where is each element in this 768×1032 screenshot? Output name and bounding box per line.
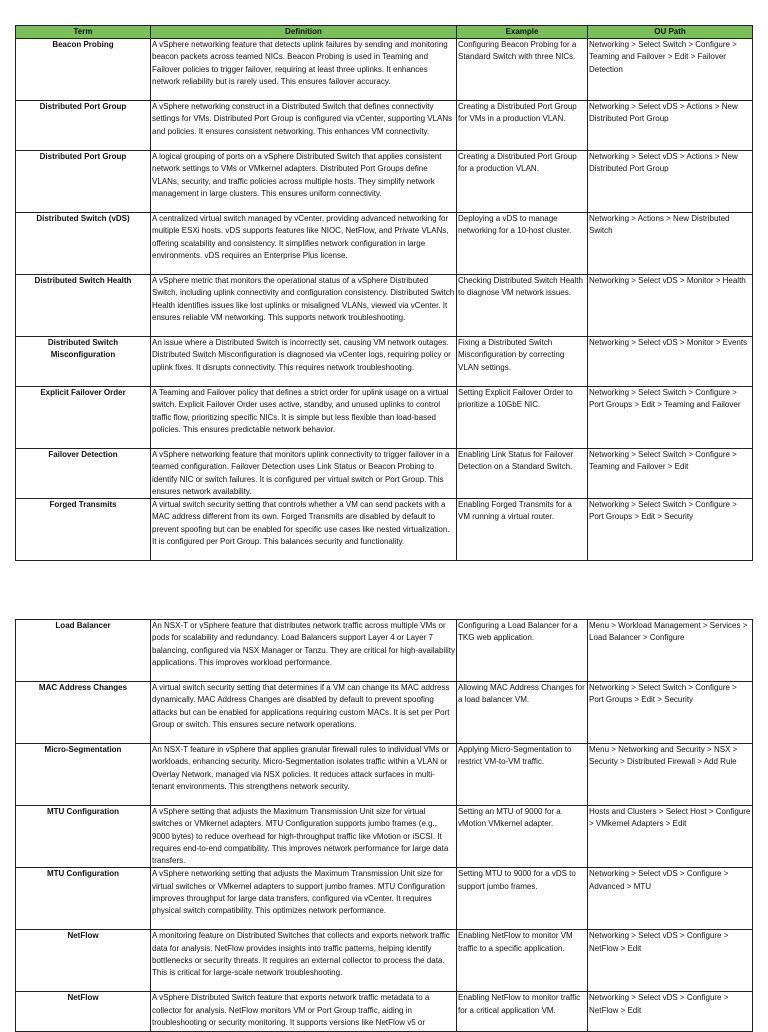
- definition-cell: A Teaming and Failover policy that defines a strict order for uplink usage on a virtual switch. Explicit Failover Order uses active, standby, and unused uplinks to control traffic flow, prioritizing specific NICs. It is simple but less flexible than load-based policies. This ensures predictable network behavior.: [151, 387, 457, 449]
- table-row: [16, 101, 753, 151]
- definition-cell: A vSphere metric that monitors the operational status of a vSphere Distributed Switch, including uplink connectivity and configuration consistency. Distributed Switch Health identifies issues like lost uplinks or misaligned VLANs, viewed via vCenter. It ensures reliable VM networking. This supports network troubleshooting.: [151, 275, 457, 337]
- example-cell: Setting MTU to 9000 for a vDS to support jumbo frames.: [457, 868, 588, 930]
- path-cell: Networking > Select vDS > Configure > NetFlow > Edit: [588, 930, 753, 992]
- example-cell: Setting Explicit Failover Order to prioritize a 10GbE NIC.: [457, 387, 588, 449]
- example-cell: Enabling Forged Transmits for a VM running a virtual router.: [457, 499, 588, 561]
- table-row: [16, 868, 753, 930]
- table-row: [16, 930, 753, 992]
- path-cell: Networking > Select Switch > Configure > Port Groups > Edit > Teaming and Failover: [588, 387, 753, 449]
- definition-cell: A vSphere networking construct in a Distributed Switch that defines connectivity settings for VMs. Distributed Port Group is configured via vCenter, supporting VLANs and policies. It ensures consistent networking. This enhances VM connectivity.: [151, 101, 457, 151]
- path-cell: Networking > Select vDS > Actions > New Distributed Port Group: [588, 151, 753, 213]
- table-row: [16, 620, 753, 682]
- term-cell: Distributed Port Group: [16, 101, 151, 151]
- example-cell: Deploying a vDS to manage networking for a 10-host cluster.: [457, 213, 588, 275]
- example-cell: Creating a Distributed Port Group for VMs in a production VLAN.: [457, 101, 588, 151]
- header-ou-path: OU Path: [588, 26, 753, 39]
- definition-cell: A vSphere Distributed Switch feature that exports network traffic metadata to a collector for analysis. NetFlow monitors VM or Port Group traffic, aiding in troubleshooting or security monitoring. It supports versions like NetFlow v5 or: [151, 992, 457, 1032]
- example-cell: Applying Micro-Segmentation to restrict VM-to-VM traffic.: [457, 744, 588, 806]
- term-cell: NetFlow: [16, 930, 151, 992]
- table-row: [16, 337, 753, 387]
- header-definition: Definition: [151, 26, 457, 39]
- path-cell: Menu > Networking and Security > NSX > Security > Distributed Firewall > Add Rule: [588, 744, 753, 806]
- definition-cell: An NSX-T or vSphere feature that distributes network traffic across multiple VMs or pods for scalability and redundancy. Load Balancers support Layer 4 or Layer 7 balancing, configured via NSX Manager or Tanzu. They are critical for high-availability applications. This improves workload performance.: [151, 620, 457, 682]
- term-cell: Distributed Switch Misconfiguration: [16, 337, 151, 387]
- term-cell: MTU Configuration: [16, 868, 151, 930]
- path-cell: Networking > Select vDS > Actions > New Distributed Port Group: [588, 101, 753, 151]
- term-cell: Explicit Failover Order: [16, 387, 151, 449]
- example-cell: Enabling NetFlow to monitor VM traffic to a specific application.: [457, 930, 588, 992]
- header-term: Term: [16, 26, 151, 39]
- path-cell: Menu > Workload Management > Services > Load Balancer > Configure: [588, 620, 753, 682]
- example-cell: Setting an MTU of 9000 for a vMotion VMkernel adapter.: [457, 806, 588, 868]
- table-row: [16, 449, 753, 499]
- table-row: [16, 806, 753, 868]
- definition-cell: A centralized virtual switch managed by vCenter, providing advanced networking for multiple ESXi hosts. vDS supports features like NIOC, NetFlow, and Private VLANs, offering scalability and consistency. It simplifies network configuration in large environments. vDS requires an Enterprise Plus license.: [151, 213, 457, 275]
- path-cell: Networking > Select Switch > Configure > Teaming and Failover > Edit: [588, 449, 753, 499]
- table-row: [16, 499, 753, 561]
- path-cell: Networking > Select Switch > Configure > Port Groups > Edit > Security: [588, 499, 753, 561]
- table-row: [16, 213, 753, 275]
- glossary-table-2: [15, 619, 753, 1032]
- definition-cell: A vSphere networking setting that adjusts the Maximum Transmission Unit size for virtual switches or VMkernel adapters to support jumbo frames. MTU Configuration improves throughput for large data transfers, configured via vCenter. It requires physical switch compatibility. This optimizes network performance.: [151, 868, 457, 930]
- term-cell: Failover Detection: [16, 449, 151, 499]
- definition-cell: A virtual switch security setting that determines if a VM can change its MAC address dynamically. MAC Address Changes are disabled by default to prevent spoofing attacks but can be enabled for applications requiring custom MACs. It is set per Port Group or switch. This ensures secure network operations.: [151, 682, 457, 744]
- path-cell: Networking > Select vDS > Configure > Advanced > MTU: [588, 868, 753, 930]
- path-cell: Networking > Actions > New Distributed Switch: [588, 213, 753, 275]
- table-row: [16, 744, 753, 806]
- definition-cell: A monitoring feature on Distributed Switches that collects and exports network traffic data for analysis. NetFlow provides insights into traffic patterns, helping identify bottlenecks or security threats. It requires an external collector to process the data. This is critical for large-scale network troubleshooting.: [151, 930, 457, 992]
- example-cell: Fixing a Distributed Switch Misconfiguration by correcting VLAN settings.: [457, 337, 588, 387]
- table-row: [16, 275, 753, 337]
- table-row: [16, 39, 753, 101]
- header-example: Example: [457, 26, 588, 39]
- term-cell: Distributed Port Group: [16, 151, 151, 213]
- table-row: [16, 387, 753, 449]
- definition-cell: A vSphere setting that adjusts the Maximum Transmission Unit size for virtual switches or VMkernel adapters. MTU Configuration supports jumbo frames (e.g., 9000 bytes) to reduce overhead for high-throughput traffic like vMotion or iSCSI. It requires end-to-end compatibility. This improves network performance for large data transfers.: [151, 806, 457, 868]
- glossary-table-1: [15, 25, 753, 561]
- header-row: [16, 26, 753, 39]
- term-cell: MAC Address Changes: [16, 682, 151, 744]
- example-cell: Creating a Distributed Port Group for a production VLAN.: [457, 151, 588, 213]
- term-cell: MTU Configuration: [16, 806, 151, 868]
- definition-cell: A vSphere networking feature that monitors uplink connectivity to trigger failover in a teamed configuration. Failover Detection uses Link Status or Beacon Probing to identify NIC or switch failures. It is configured per virtual switch or Port Group. This ensures network availability.: [151, 449, 457, 499]
- term-cell: Forged Transmits: [16, 499, 151, 561]
- example-cell: Checking Distributed Switch Health to diagnose VM network issues.: [457, 275, 588, 337]
- example-cell: Configuring a Load Balancer for a TKG web application.: [457, 620, 588, 682]
- table-row: [16, 151, 753, 213]
- definition-cell: An issue where a Distributed Switch is incorrectly set, causing VM network outages. Distributed Switch Misconfiguration is diagnosed via vCenter logs, requiring policy or uplink fixes. It disrupts connectivity. This requires network troubleshooting.: [151, 337, 457, 387]
- definition-cell: A virtual switch security setting that controls whether a VM can send packets with a MAC address different from its own. Forged Transmits are disabled by default to prevent spoofing but can be enabled for specific use cases like nested virtualization. It is configured per Port Group. This balances security and functionality.: [151, 499, 457, 561]
- example-cell: Allowing MAC Address Changes for a load balancer VM.: [457, 682, 588, 744]
- example-cell: Enabling Link Status for Failover Detection on a Standard Switch.: [457, 449, 588, 499]
- example-cell: Configuring Beacon Probing for a Standard Switch with three NICs.: [457, 39, 588, 101]
- term-cell: Micro-Segmentation: [16, 744, 151, 806]
- path-cell: Networking > Select Switch > Configure > Teaming and Failover > Edit > Failover Detection: [588, 39, 753, 101]
- term-cell: NetFlow: [16, 992, 151, 1032]
- table-row: [16, 682, 753, 744]
- definition-cell: A vSphere networking feature that detects uplink failures by sending and monitoring beacon packets across teamed NICs. Beacon Probing is used in Teaming and Failover policies to trigger failover, requiring at least three uplinks. It enhances network reliability but is rarely used. This ensures failover accuracy.: [151, 39, 457, 101]
- term-cell: Distributed Switch Health: [16, 275, 151, 337]
- term-cell: Distributed Switch (vDS): [16, 213, 151, 275]
- path-cell: Networking > Select vDS > Monitor > Health: [588, 275, 753, 337]
- example-cell: Enabling NetFlow to monitor traffic for a critical application VM.: [457, 992, 588, 1032]
- table-row: [16, 992, 753, 1032]
- definition-cell: A logical grouping of ports on a vSphere Distributed Switch that applies consistent network settings to VMs or VMkernel adapters. Distributed Port Groups define VLANs, security, and traffic policies across multiple hosts. They simplify network management in large clusters. This ensures uniform connectivity.: [151, 151, 457, 213]
- path-cell: Networking > Select vDS > Configure > NetFlow > Edit: [588, 992, 753, 1032]
- definition-cell: An NSX-T feature in vSphere that applies granular firewall rules to individual VMs or workloads, enhancing security. Micro-Segmentation isolates traffic within a VLAN or Overlay Network, managed via NSX policies. It reduces attack surfaces in multi-tenant environments. This strengthens network security.: [151, 744, 457, 806]
- path-cell: Networking > Select Switch > Configure > Port Groups > Edit > Security: [588, 682, 753, 744]
- path-cell: Hosts and Clusters > Select Host > Configure > VMkernel Adapters > Edit: [588, 806, 753, 868]
- term-cell: Load Balancer: [16, 620, 151, 682]
- path-cell: Networking > Select vDS > Monitor > Events: [588, 337, 753, 387]
- term-cell: Beacon Probing: [16, 39, 151, 101]
